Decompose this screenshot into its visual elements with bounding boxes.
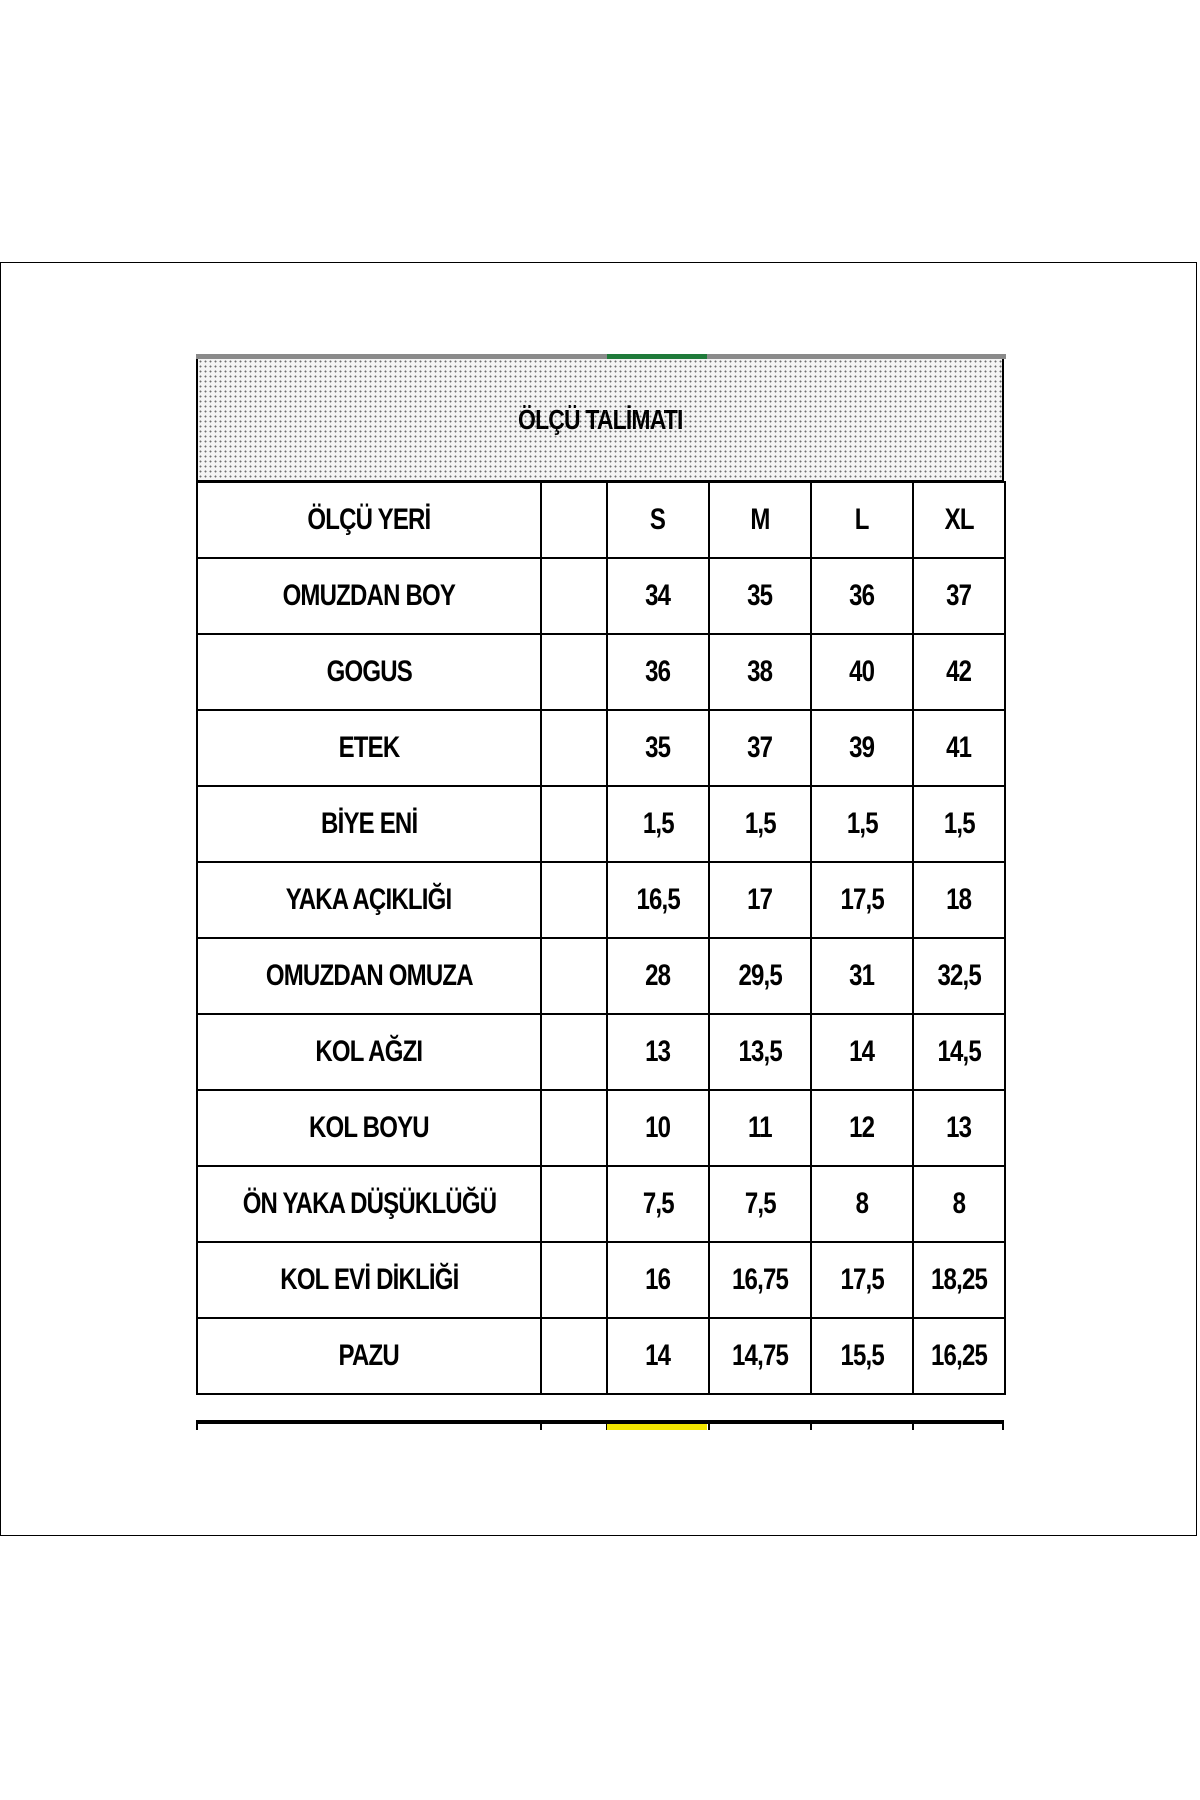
- size-value: 1,5: [744, 807, 776, 840]
- measurement-label: GOGUS: [326, 655, 412, 688]
- size-value: 40: [849, 655, 875, 688]
- table-bottom-stub: [196, 1424, 198, 1430]
- measurement-label-cell: [197, 862, 541, 938]
- size-value-cell: [709, 938, 811, 1014]
- title-cell: [196, 359, 1004, 481]
- chart-title: ÖLÇÜ TALİMATI: [517, 403, 683, 435]
- size-value-cell: [607, 862, 709, 938]
- blank-cell: [541, 1318, 607, 1394]
- size-value: 17: [747, 883, 773, 916]
- size-value-cell: [913, 786, 1005, 862]
- table-bottom-stub: [810, 1424, 812, 1430]
- blank-cell: [541, 710, 607, 786]
- size-value: 37: [946, 579, 972, 612]
- size-value: 17,5: [840, 883, 884, 916]
- table-row: [197, 1242, 1005, 1318]
- size-value-cell: [709, 634, 811, 710]
- table-row: [197, 938, 1005, 1014]
- size-value: 10: [645, 1111, 671, 1144]
- size-value: 18: [946, 883, 972, 916]
- measurement-label: KOL BOYU: [309, 1111, 429, 1144]
- measurement-label-cell: [197, 786, 541, 862]
- table-bottom-stub: [1002, 1424, 1004, 1430]
- blank-cell: [541, 786, 607, 862]
- size-value-cell: [709, 1090, 811, 1166]
- size-value: 8: [855, 1187, 869, 1220]
- size-value: 8: [952, 1187, 966, 1220]
- size-value-cell: [607, 786, 709, 862]
- table-row: [197, 710, 1005, 786]
- measurement-label-cell: [197, 938, 541, 1014]
- size-value-cell: [913, 1318, 1005, 1394]
- size-value-cell: [709, 1318, 811, 1394]
- header-size-s: S: [607, 482, 709, 558]
- table-bottom-stub: [708, 1424, 710, 1430]
- blank-cell: [541, 558, 607, 634]
- measurement-label: OMUZDAN OMUZA: [265, 959, 473, 992]
- blank-cell: [541, 1090, 607, 1166]
- size-value-cell: [811, 786, 913, 862]
- size-value: 36: [645, 655, 671, 688]
- size-value-cell: [607, 938, 709, 1014]
- size-value-cell: [811, 634, 913, 710]
- measurement-label-cell: [197, 634, 541, 710]
- table-row: [197, 634, 1005, 710]
- blank-cell: [541, 634, 607, 710]
- size-value-cell: [913, 710, 1005, 786]
- size-value-cell: [913, 938, 1005, 1014]
- size-value-cell: [913, 1166, 1005, 1242]
- size-value-cell: [913, 558, 1005, 634]
- measurement-label-cell: [197, 1318, 541, 1394]
- size-value: 14,5: [937, 1035, 981, 1068]
- table-row: [197, 1090, 1005, 1166]
- measurement-label: OMUZDAN BOY: [282, 579, 456, 612]
- size-value: 16: [645, 1263, 671, 1296]
- blank-cell: [541, 1242, 607, 1318]
- table-row: [197, 1166, 1005, 1242]
- size-value: 39: [849, 731, 875, 764]
- size-value-cell: [709, 786, 811, 862]
- measurement-label-cell: [197, 1166, 541, 1242]
- size-value-cell: [709, 1166, 811, 1242]
- size-value: 15,5: [840, 1339, 884, 1372]
- size-value-cell: [811, 862, 913, 938]
- size-value: 34: [645, 579, 671, 612]
- size-value-cell: [913, 1014, 1005, 1090]
- size-value-cell: [913, 1242, 1005, 1318]
- table-row: [197, 1318, 1005, 1394]
- size-value: 32,5: [937, 959, 981, 992]
- size-value: 12: [849, 1111, 875, 1144]
- size-value: 1,5: [943, 807, 975, 840]
- table-bottom-stub: [540, 1424, 542, 1430]
- size-value: 7,5: [642, 1187, 674, 1220]
- blank-cell: [541, 938, 607, 1014]
- size-value-cell: [811, 1318, 913, 1394]
- size-value-cell: [811, 710, 913, 786]
- header-size-l: L: [811, 482, 913, 558]
- size-value-cell: [811, 558, 913, 634]
- size-value-cell: [607, 558, 709, 634]
- size-value: 42: [946, 655, 972, 688]
- size-value-cell: [811, 1166, 913, 1242]
- size-value-cell: [913, 862, 1005, 938]
- measurement-label: BİYE ENİ: [320, 807, 418, 840]
- table-row: [197, 558, 1005, 634]
- size-value: 35: [645, 731, 671, 764]
- size-value: 37: [747, 731, 773, 764]
- header-row: [197, 482, 1005, 558]
- header-label-cell: [197, 482, 541, 558]
- table-bottom-rule: [196, 1420, 1004, 1424]
- size-value-cell: [811, 1242, 913, 1318]
- size-value: 38: [747, 655, 773, 688]
- size-value: 1,5: [846, 807, 878, 840]
- size-value: 29,5: [738, 959, 782, 992]
- size-value-cell: [709, 1242, 811, 1318]
- table-row: [197, 786, 1005, 862]
- selected-cell-indicator: [607, 1424, 707, 1430]
- size-value: 17,5: [840, 1263, 884, 1296]
- measurement-label: YAKA AÇIKLIĞI: [286, 883, 452, 916]
- size-value: 7,5: [744, 1187, 776, 1220]
- measurement-label: ÖN YAKA DÜŞÜKLÜĞÜ: [242, 1187, 496, 1220]
- size-value: 13: [645, 1035, 671, 1068]
- table-bottom-stub: [912, 1424, 914, 1430]
- size-value: 28: [645, 959, 671, 992]
- size-value-cell: [811, 1090, 913, 1166]
- header-label: ÖLÇÜ YERİ: [307, 503, 431, 536]
- size-value-cell: [709, 710, 811, 786]
- measurement-label: ETEK: [338, 731, 400, 764]
- size-value: 16,25: [930, 1339, 988, 1372]
- size-value: 16,5: [636, 883, 680, 916]
- measurement-label-cell: [197, 1014, 541, 1090]
- measurement-label-cell: [197, 558, 541, 634]
- blank-cell: [541, 862, 607, 938]
- size-value: 1,5: [642, 807, 674, 840]
- size-value-cell: [709, 862, 811, 938]
- size-value: 13: [946, 1111, 972, 1144]
- measurement-label: KOL EVİ DİKLİĞİ: [279, 1263, 459, 1296]
- table-row: [197, 1014, 1005, 1090]
- size-value-cell: [607, 1318, 709, 1394]
- size-value: 31: [849, 959, 875, 992]
- size-value: 18,25: [930, 1263, 988, 1296]
- size-value-cell: [709, 1014, 811, 1090]
- header-size-xl: XL: [913, 482, 1005, 558]
- size-value-cell: [607, 1166, 709, 1242]
- size-value: 11: [748, 1111, 772, 1144]
- measurement-label-cell: [197, 1090, 541, 1166]
- measurement-label-cell: [197, 1242, 541, 1318]
- size-value-cell: [607, 1014, 709, 1090]
- size-value: 13,5: [738, 1035, 782, 1068]
- size-value: 41: [946, 731, 972, 764]
- measurement-label: PAZU: [338, 1339, 400, 1372]
- size-value: 36: [849, 579, 875, 612]
- size-value: 35: [747, 579, 773, 612]
- measurement-label: KOL AĞZI: [315, 1035, 423, 1068]
- blank-cell: [541, 1166, 607, 1242]
- size-value-cell: [607, 710, 709, 786]
- size-value-cell: [607, 1242, 709, 1318]
- measurement-label-cell: [197, 710, 541, 786]
- header-size-m: M: [709, 482, 811, 558]
- size-value-cell: [913, 634, 1005, 710]
- size-value: 14: [849, 1035, 875, 1068]
- size-value: 14,75: [731, 1339, 789, 1372]
- size-value: 16,75: [731, 1263, 789, 1296]
- size-value-cell: [913, 1090, 1005, 1166]
- size-value-cell: [811, 938, 913, 1014]
- size-value-cell: [607, 1090, 709, 1166]
- size-value: 14: [645, 1339, 671, 1372]
- size-value-cell: [709, 558, 811, 634]
- header-blank-cell: [541, 482, 607, 558]
- size-value-cell: [811, 1014, 913, 1090]
- blank-cell: [541, 1014, 607, 1090]
- size-table: [196, 481, 1006, 1395]
- table-row: [197, 862, 1005, 938]
- size-value-cell: [607, 634, 709, 710]
